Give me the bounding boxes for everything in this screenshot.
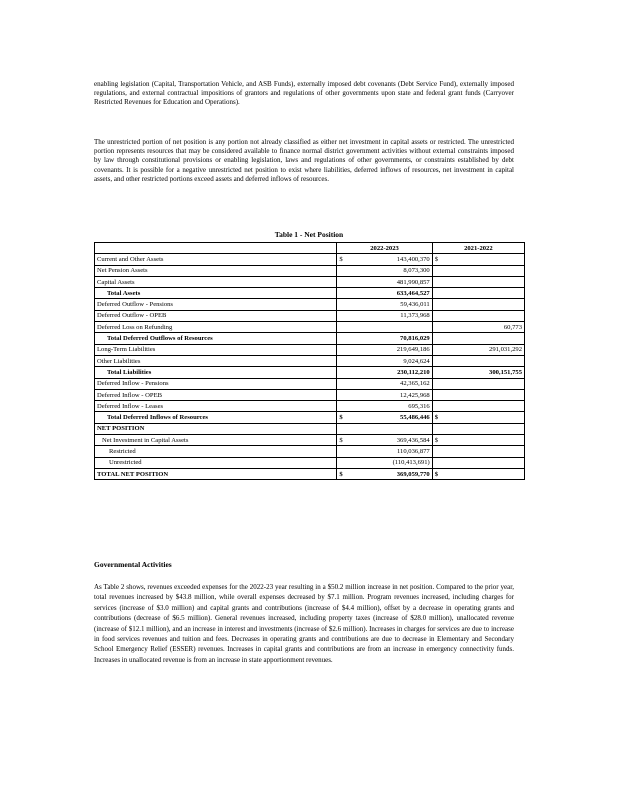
table-row	[95, 457, 525, 468]
value-2021-2022	[432, 344, 524, 355]
row-label: Total Liabilities	[95, 367, 337, 378]
value-text: 12,425,968	[400, 391, 430, 399]
row-label: Capital Assets	[95, 276, 337, 287]
value-text: 8,073,300	[403, 267, 430, 275]
value-text: 55,486,446	[400, 414, 430, 422]
row-label: Unrestricted	[95, 457, 337, 468]
value-2021-2022	[432, 310, 524, 321]
value-2021-2022	[432, 355, 524, 366]
row-label: Long-Term Liabilities	[95, 344, 337, 355]
value-2021-2022	[432, 265, 524, 276]
row-label: Total Deferred Inflows of Resources	[95, 412, 337, 423]
value-2021-2022	[432, 254, 524, 265]
currency-symbol: $	[339, 414, 343, 422]
table-title: Table 1 - Net Position	[274, 230, 344, 239]
value-text: 291,031,292	[489, 346, 522, 354]
row-label: Deferred Inflow - Pensions	[95, 378, 337, 389]
value-2022-2023	[337, 333, 432, 344]
value-2022-2023	[337, 265, 432, 276]
table-row	[95, 378, 525, 389]
row-label: Deferred Inflow - OPEB	[95, 389, 337, 400]
row-label: Deferred Outflow - Pensions	[95, 299, 337, 310]
table-row	[95, 468, 525, 479]
section-heading: Governmental Activities	[94, 560, 172, 569]
value-text: 11,373,968	[400, 312, 430, 320]
table-header-row	[95, 243, 525, 254]
value-2021-2022	[432, 276, 524, 287]
row-label: Deferred Outflow - OPEB	[95, 310, 337, 321]
value-2021-2022	[432, 401, 524, 412]
value-2021-2022	[432, 457, 524, 468]
table-row	[95, 367, 525, 378]
value-text: 369,059,770	[396, 470, 430, 478]
table-row	[95, 333, 525, 344]
value-2022-2023	[337, 344, 432, 355]
value-text: (110,413,691)	[392, 459, 430, 467]
currency-symbol: $	[434, 414, 439, 422]
table-row	[95, 412, 525, 423]
value-2022-2023	[337, 446, 432, 457]
table-row	[95, 288, 525, 299]
value-2022-2023	[337, 367, 432, 378]
value-text: 60,773	[503, 323, 522, 331]
table-row	[95, 446, 525, 457]
row-label: Restricted	[95, 446, 337, 457]
value-text: 42,365,162	[400, 380, 430, 388]
table-row	[95, 276, 525, 287]
currency-symbol: $	[434, 436, 439, 444]
value-2022-2023	[337, 468, 432, 479]
paragraph-governmental-activities: As Table 2 shows, revenues exceeded expenses for the 2022-23 year resulting in a $50.2 million increase in net position. Compared to the prior year, total revenues increased by $43.8 million, while overall expenses decreased by $7.1 million. Program revenues increased, including charges for services (increase of $3.0 million) and capital grants and contributions (increase of $4.4 million), offset by a decrease in operating grants and contributions (decrease of $6.5 million). General revenues increased, including property taxes (increase of $28.0 million), unallocated revenue (increase of $12.1 million), and an increase in interest and investments (increase of $2.6 million). Increases in charges for services are due to increase in food services revenues and tuition and fees. Decreases in operating grants and contributions are due to decrease in Elementary and Secondary School Emergency Relief (ESSER) revenues. Increases in capital grants and contributions are from an increase in emergency connectivity funds. Increases in unallocated revenue is from an increase in state apportionment revenues.	[94, 583, 514, 664]
value-2022-2023	[337, 423, 432, 434]
value-text: 59,436,011	[400, 301, 430, 309]
value-text: 633,464,527	[396, 289, 430, 297]
value-2021-2022	[432, 367, 524, 378]
row-label: Other Liabilities	[95, 355, 337, 366]
value-2021-2022	[432, 299, 524, 310]
value-2021-2022	[432, 333, 524, 344]
value-text: 219,649,186	[396, 346, 430, 354]
value-text: 695,316	[408, 402, 430, 410]
value-2022-2023	[337, 322, 432, 333]
row-label: Net Investment in Capital Assets	[95, 435, 337, 446]
table-row	[95, 254, 525, 265]
table-header-2021-2022: 2021-2022	[432, 243, 524, 254]
value-2021-2022	[432, 446, 524, 457]
value-2021-2022	[432, 288, 524, 299]
row-label: Deferred Inflow - Leases	[95, 401, 337, 412]
table-row	[95, 435, 525, 446]
table-row	[95, 265, 525, 276]
currency-symbol: $	[434, 255, 439, 263]
value-text: 481,990,857	[396, 278, 430, 286]
table-header-label	[95, 243, 337, 254]
table-row	[95, 310, 525, 321]
value-text: 9,024,624	[403, 357, 430, 365]
value-2021-2022	[432, 468, 524, 479]
value-2022-2023	[337, 299, 432, 310]
net-position-table	[94, 242, 525, 480]
value-2021-2022	[432, 389, 524, 400]
value-2022-2023	[337, 412, 432, 423]
row-label: Deferred Loss on Refunding	[95, 322, 337, 333]
value-text: 300,151,755	[489, 368, 522, 376]
table-row	[95, 401, 525, 412]
value-text: 230,112,210	[397, 368, 430, 376]
currency-symbol: $	[434, 470, 439, 478]
row-label: Total Assets	[95, 288, 337, 299]
value-2022-2023	[337, 401, 432, 412]
value-2021-2022	[432, 435, 524, 446]
table-header-2022-2023: 2022-2023	[337, 243, 432, 254]
value-text: 143,400,370	[396, 255, 430, 263]
table-row	[95, 322, 525, 333]
table-row	[95, 344, 525, 355]
value-2022-2023	[337, 389, 432, 400]
row-label: NET POSITION	[95, 423, 337, 434]
value-2021-2022	[432, 423, 524, 434]
row-label: TOTAL NET POSITION	[95, 468, 337, 479]
value-2021-2022	[432, 412, 524, 423]
value-2022-2023	[337, 355, 432, 366]
row-label: Total Deferred Outflows of Resources	[95, 333, 337, 344]
value-text: 369,436,584	[396, 436, 430, 444]
value-2021-2022	[432, 322, 524, 333]
currency-symbol: $	[339, 436, 343, 444]
value-2022-2023	[337, 457, 432, 468]
value-text: 110,036,877	[396, 447, 430, 455]
table-row	[95, 423, 525, 434]
row-label: Net Pension Assets	[95, 265, 337, 276]
value-2022-2023	[337, 378, 432, 389]
value-2022-2023	[337, 254, 432, 265]
paragraph-restricted-definition: enabling legislation (Capital, Transportation Vehicle, and ASB Funds), externally imposed debt covenants (Debt Service Fund), externally imposed regulations, and external contractual impositions of grantors and regulations of other governments upon state and federal grant funds (Carryover Restricted Revenues for Education and Operations).	[94, 80, 514, 107]
value-2022-2023	[337, 435, 432, 446]
paragraph-unrestricted-definition: The unrestricted portion of net position is any portion not already classified as either net investment in capital assets or restricted. The unrestricted portion represents resources that may be considered available to finance normal district government activities without external constraints imposed by law through constitutional provisions or enabling legislation, laws and regulations of other governments, or constraints established by debt covenants. It is possible for a negative unrestricted net position to exist where liabilities, deferred inflows of resources, net investment in capital assets, and other restricted portions exceed assets and deferred inflows of resources.	[94, 138, 514, 183]
row-label: Current and Other Assets	[95, 254, 337, 265]
value-2022-2023	[337, 288, 432, 299]
value-2022-2023	[337, 276, 432, 287]
value-2022-2023	[337, 310, 432, 321]
table-row	[95, 355, 525, 366]
table-row	[95, 299, 525, 310]
value-2021-2022	[432, 378, 524, 389]
currency-symbol: $	[339, 255, 343, 263]
table-row	[95, 389, 525, 400]
currency-symbol: $	[339, 470, 343, 478]
value-text: 70,816,029	[400, 335, 430, 343]
